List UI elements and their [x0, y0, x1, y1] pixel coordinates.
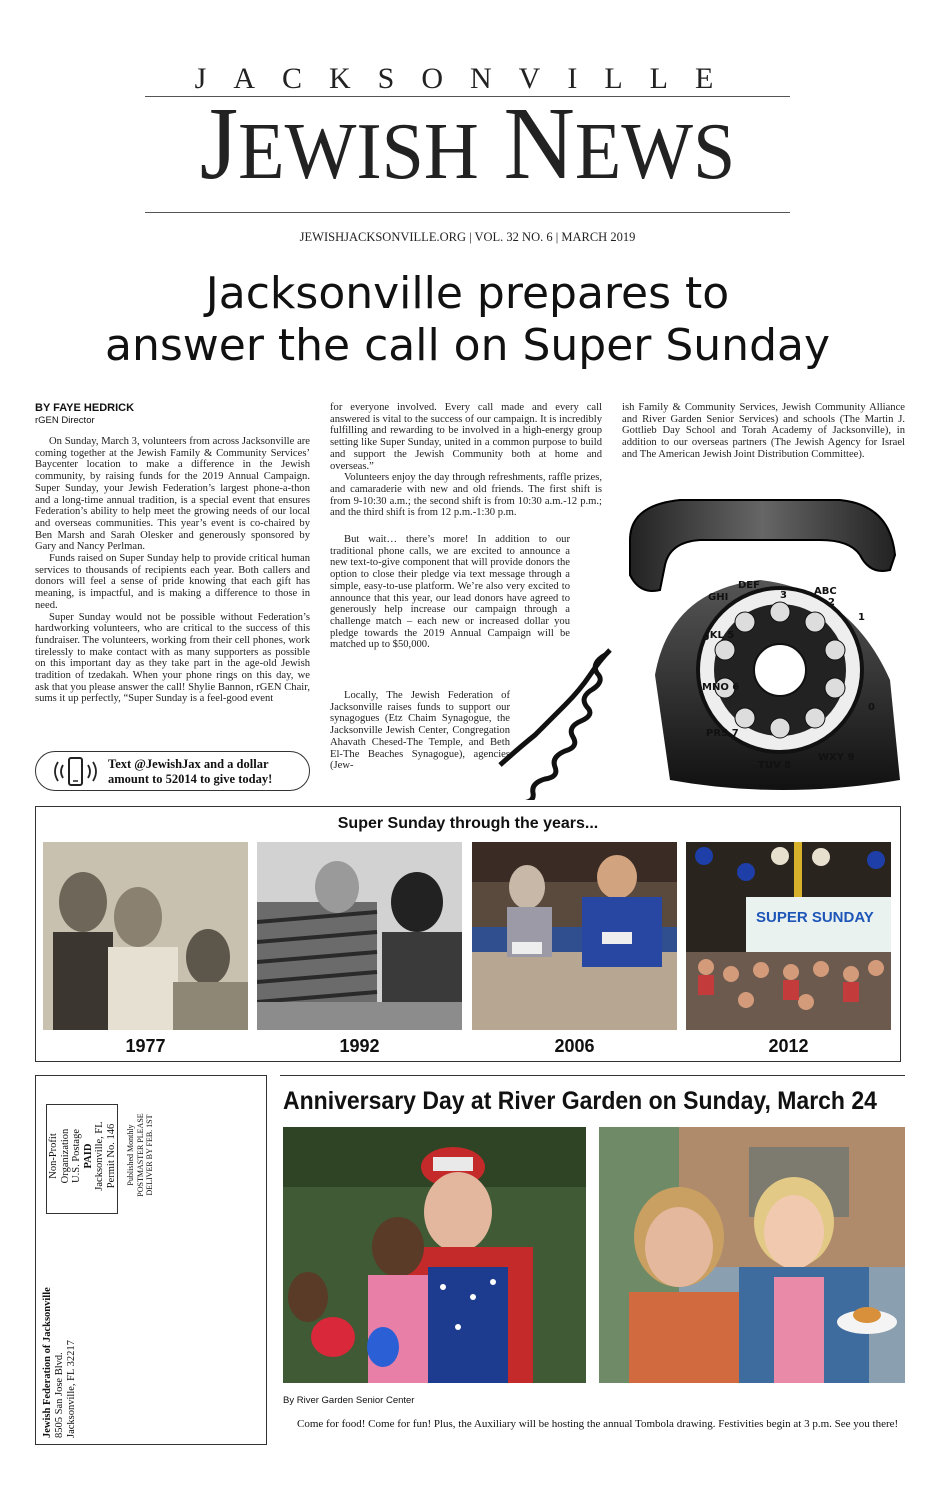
text-to-give-text: [108, 757, 308, 787]
anniversary-title: Anniversary Day at River Garden on Sunday, March 24: [283, 1087, 877, 1115]
article-column-1: [35, 436, 310, 705]
return-address-name: Jewish Federation of Jacksonville: [42, 1287, 53, 1438]
masthead-j: J: [199, 86, 239, 201]
anniversary-rule: [280, 1075, 905, 1076]
photo-2006: [472, 842, 677, 1030]
indicia-line: U.S. Postage: [71, 1129, 82, 1183]
return-address-line: Jacksonville, FL 32217: [66, 1340, 77, 1438]
anniversary-photo-credit: By River Garden Senior Center: [283, 1395, 415, 1406]
article-paragraph: On Sunday, March 3, volunteers from across Jacksonville are coming together at the Jewish Family & Community Services’ Baycenter location to make a difference in the Jewish community, by raising funds for the 2019 Annual Campaign. Super Sunday, your Jewish Federation’s largest phone-a-thon and a long-time annual tradition, is a special event that ensures Federation’s ability to help meet the growing needs of our local and overseas communities. This year’s event is co-chaired by Ben Marsh and Sarah Olesker and generously sponsored by Gary and Nancy Perlman.: [35, 436, 310, 553]
headline-line1: Jacksonville prepares to: [205, 268, 730, 319]
svg-text:0: 0: [868, 702, 875, 713]
article-paragraph: for everyone involved. Every call made and every call answered is vital to the success of our campaign. It is incredibly fulfilling and rewarding to be involved in a high-energy group setting like Super Sunday, united in a common purpose to build and support the Jewish Community both at home and overseas.”: [330, 402, 602, 472]
mailing-label-box: [35, 1075, 267, 1445]
article-paragraph: Super Sunday would not be possible without Federation’s hardworking volunteers, who are critical to the success of this fundraiser. The volunteers, working from their cell phones, work tirelessly to make contact with as many supporters as possible on this important day as they take part in the age-old Jewish tradition of tzedakah. When your phone rings on this day, we ask that you please answer the call! Shylie Bannon, rGEN Chair, sums it up perfectly, “Super Sunday is a feel-good event: [35, 611, 310, 705]
indicia-line: Organization: [59, 1128, 71, 1184]
return-address: [42, 1287, 78, 1438]
photo-two-women: [599, 1127, 905, 1383]
svg-text:ABC: ABC: [814, 586, 837, 597]
svg-text:1: 1: [858, 612, 865, 623]
year-label-1977: 1977: [125, 1036, 166, 1056]
year-label-1992: 1992: [339, 1036, 380, 1056]
masthead-title: [156, 86, 778, 201]
anniversary-text: [283, 1418, 905, 1431]
issue-line: JEWISHJACKSONVILLE.ORG | VOL. 32 NO. 6 | MARCH 2019: [299, 230, 636, 244]
indicia-line: Non-Profit: [48, 1133, 59, 1179]
svg-text:WXY 9: WXY 9: [818, 752, 855, 763]
published-line: Published Monthly: [126, 1124, 135, 1186]
byline: BY FAYE HEDRICK: [35, 402, 135, 414]
article-column-3: [622, 402, 905, 461]
year-label-2012: 2012: [768, 1036, 809, 1056]
text-to-give-box: [35, 751, 310, 791]
article-paragraph: ish Family & Community Services, Jewish Community Alliance and River Garden Senior Services) and schools (The Martin J. Gottlieb Day School and Torah Academy of Jacksonville), in addition to our overseas partners (The Jewish Agency for Israel and The American Jewish Joint Distribution Committee).: [622, 402, 905, 460]
masthead-city: JACKSONVILLE: [194, 62, 741, 95]
postage-indicia: [48, 1104, 117, 1208]
byline-title: rGEN Director: [35, 415, 95, 426]
svg-text:DEF: DEF: [738, 580, 760, 591]
banner-text: SUPER SUNDAY: [756, 909, 874, 926]
rotary-phone-image: [480, 480, 905, 800]
article-paragraph: Funds raised on Super Sunday help to provide critical human services to thousands of recipients each year. Both callers and donors will feel a sense of pride knowing that each gift has meaning, is impactful, and is making a difference to those in need.: [35, 553, 310, 611]
svg-text:TUV 8: TUV 8: [758, 760, 792, 771]
anniversary-body: Come for food! Come for fun! Plus, the Auxiliary will be hosting the annual Tombola drawing. Festivities begin at 3 p.m. See you there!: [297, 1418, 899, 1430]
svg-text:2: 2: [828, 597, 835, 608]
text-to-give-line2: amount to 52014 to give today!: [108, 772, 273, 786]
headline-line2: answer the call on Super Sunday: [104, 320, 830, 371]
masthead-ews: EWS: [574, 108, 736, 196]
main-headline: [30, 268, 905, 372]
phone-ringing-icon: [50, 756, 100, 788]
indicia-line: PAID: [82, 1143, 94, 1169]
text-to-give-line1: Text @JewishJax and a dollar: [108, 757, 269, 771]
published-notice: [126, 1100, 155, 1210]
published-line: DELIVER BY FEB. 1ST: [145, 1114, 154, 1196]
photo-2012: [686, 842, 891, 1030]
svg-text:JKL 5: JKL 5: [706, 630, 735, 641]
indicia-line: Jacksonville, FL: [94, 1121, 105, 1191]
year-label-2006: 2006: [554, 1036, 595, 1056]
masthead-rule-bottom: [145, 212, 790, 213]
svg-text:3: 3: [780, 590, 787, 601]
svg-text:MNO 6: MNO 6: [702, 682, 740, 693]
article-paragraph: But wait… there’s more! In addition to our traditional phone calls, we are excited to announce a new text-to-give component that will provide donors the option to close their pledge via text message through a simple, easy-to-use platform. We’re also very excited to announce that this year, our lead donors have agreed to generously help increase our campaign through a challenge match – each new or increased dollar you pledge towards the 2019 Annual Campaign will be matched up to $50,000.: [330, 534, 570, 651]
svg-text:GHI: GHI: [708, 592, 729, 603]
years-section-title: Super Sunday through the years...: [337, 815, 599, 832]
masthead-ewish: EWISH: [238, 108, 479, 196]
indicia-line: Permit No. 146: [105, 1123, 117, 1189]
masthead-n: N: [503, 86, 575, 201]
article-paragraph: Volunteers enjoy the day through refreshments, raffle prizes, and camaraderie with new and old friends. The first shift is from 9-10:30 a.m.; the second shift is from 10:30 a.m.-12 p.m.; and the third shift is from 12 p.m.-1:30 p.m.: [330, 472, 602, 519]
photo-1977: [43, 842, 248, 1030]
photo-clown-with-children: [283, 1127, 586, 1383]
article-paragraph: Locally, The Jewish Federation of Jacksonville raises funds to support our synagogues (Etz Chaim Synagogue, the Jacksonville Jewish Center, Congregation Ahavath Chesed-The Temple, and Beth El-The Beaches Synagogue), agencies (Jew-: [330, 690, 510, 772]
photo-1992: [257, 842, 462, 1030]
svg-text:PRS 7: PRS 7: [706, 728, 739, 739]
return-address-line: 8505 San Jose Blvd.: [54, 1352, 65, 1438]
published-line: POSTMASTER PLEASE: [135, 1113, 145, 1197]
